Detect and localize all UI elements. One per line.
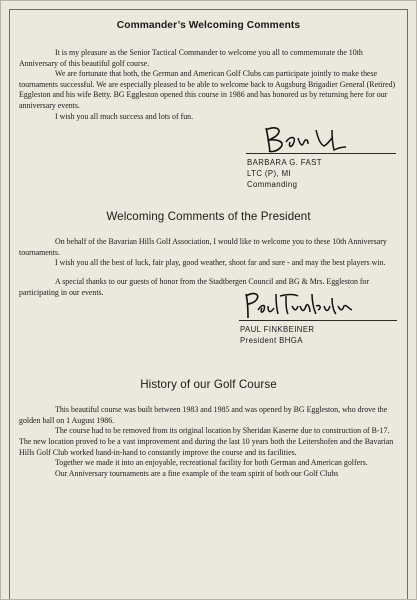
commander-signature-block bbox=[14, 122, 403, 210]
history-paragraph-3: Together we made it into an enjoyable, recreational facility for both German and American golfers. bbox=[55, 458, 368, 468]
president-paragraph-1: On behalf of the Bavarian Hills Golf Association, I would like to welcome you to these 10th Anniversary tournaments. bbox=[19, 237, 387, 257]
history-paragraph-4: Our Anniversary tournaments are a fine example of the team spirit of both our Golf Clubs bbox=[55, 468, 339, 478]
commander-name: BARBARA G. FAST bbox=[247, 158, 322, 168]
president-paragraph-2: I wish you all the best of luck, fair play, good weather, shoot far and sure - and may the best players win. bbox=[55, 258, 386, 268]
commander-role: Commanding bbox=[247, 180, 298, 190]
history-body bbox=[14, 405, 403, 479]
president-name: PAUL FINKBEINER bbox=[240, 325, 315, 335]
president-paragraph-3: A special thanks to our guests of honor from the Stadtbergen Council and BG & Mrs. Eggleston for participating in our events. bbox=[19, 276, 370, 297]
president-signature-image bbox=[240, 288, 360, 322]
page-border bbox=[9, 9, 408, 599]
commander-paragraph-3: I wish you all much success and lots of fun. bbox=[55, 111, 194, 121]
paragraph-gap bbox=[19, 269, 397, 277]
commander-signature-line bbox=[246, 153, 396, 154]
history-paragraph-2: The course had to be removed from its original location by Sheridan Kaserne due to construction of B-17. The new location proved to be a vast improvement and during the last 10 years both the Leitershofen and the Bavarian Hills Golf Club worked hand-in-hand to constantly improve the course and its facilities. bbox=[19, 426, 394, 457]
commander-heading: Commander’s Welcoming Comments bbox=[116, 20, 301, 31]
president-signature-block bbox=[14, 298, 403, 378]
president-heading: Welcoming Comments of the President bbox=[106, 210, 311, 224]
commander-body bbox=[14, 48, 403, 122]
commander-paragraph-1: It is my pleasure as the Senior Tactical Commander to welcome you all to commemorate the 10th Anniversary of this beautiful golf course. bbox=[19, 48, 363, 68]
history-paragraph-1: This beautiful course was built between 1983 and 1985 and was opened by BG Eggleston, who drove the golden ball on 1 August 1986. bbox=[19, 405, 388, 425]
page-content bbox=[14, 18, 403, 599]
history-heading: History of our Golf Course bbox=[140, 378, 277, 392]
commander-rank: LTC (P), MI bbox=[247, 169, 292, 179]
president-title: President BHGA bbox=[240, 336, 303, 346]
president-signature-line bbox=[239, 320, 397, 321]
commander-paragraph-2: We are fortunate that both, the German and American Golf Clubs can participate jointly to make these tournaments successful. We are especially pleased to be able to welcome back to Augsburg Brigadier General (Retired) Eggleston and his wife Betty. BG Eggleston opened this course in 1986 and has honored us by returning here for our anniversary events. bbox=[19, 69, 396, 110]
